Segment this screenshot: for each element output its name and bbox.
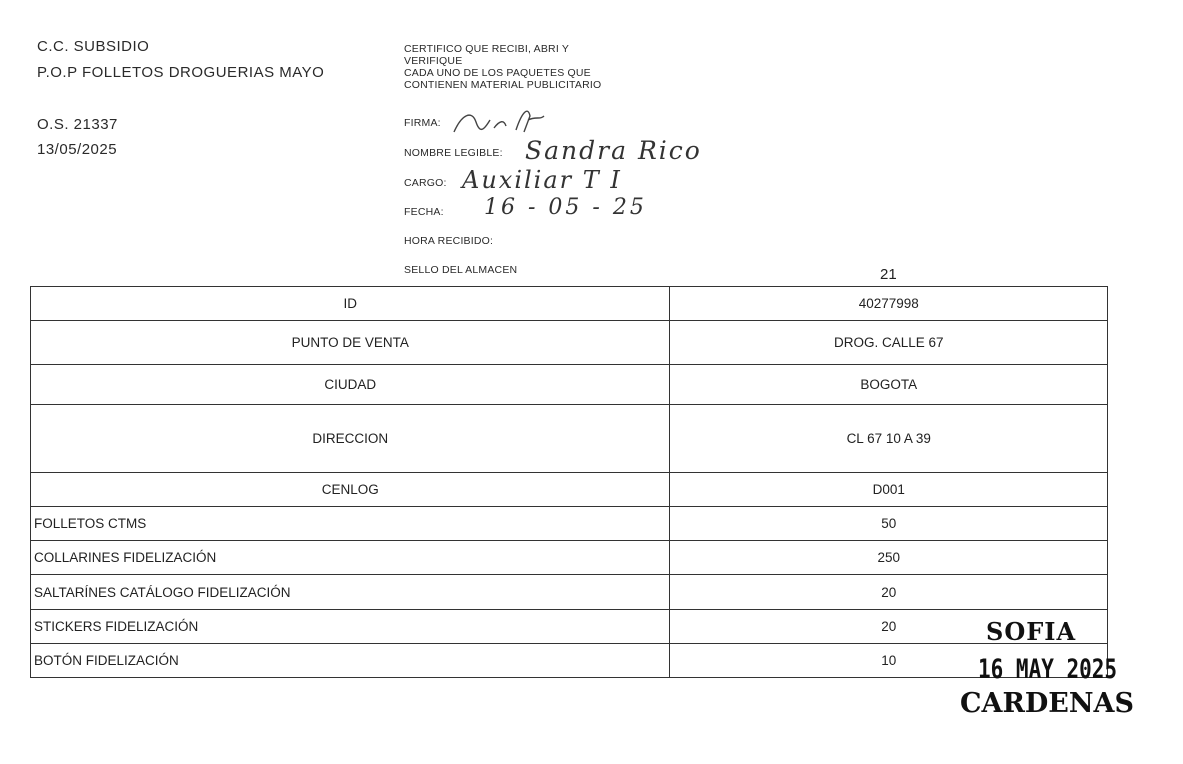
row-value: BOGOTA	[670, 365, 1108, 405]
row-value: D001	[670, 473, 1108, 507]
stamp-date: 16 MAY 2025	[978, 654, 1118, 684]
row-value: 40277998	[670, 287, 1108, 321]
firma-label: FIRMA:	[404, 117, 441, 129]
table-row	[31, 405, 1108, 473]
row-label: ID	[31, 287, 670, 321]
fecha-value: 16 - 05 - 25	[484, 195, 647, 220]
row-label: CIUDAD	[31, 365, 670, 405]
signature-mark	[444, 102, 554, 138]
order-number: O.S. 21337	[37, 116, 118, 133]
sello-label: SELLO DEL ALMACEN	[404, 264, 518, 276]
row-value: 20	[670, 575, 1108, 610]
row-value: DROG. CALLE 67	[670, 321, 1108, 365]
order-date: 13/05/2025	[37, 141, 118, 158]
cargo-value: Auxiliar T I	[462, 166, 622, 194]
table-row	[31, 365, 1108, 405]
stamp-name-first: SOFIA	[986, 617, 1077, 646]
hora-label: HORA RECIBIDO:	[404, 235, 494, 247]
table-row	[31, 644, 1108, 678]
row-value: 50	[670, 507, 1108, 541]
row-value: 20	[670, 610, 1108, 644]
table-row	[31, 287, 1108, 321]
delivery-table	[30, 286, 1108, 678]
row-label: STICKERS FIDELIZACIÓN	[31, 610, 670, 644]
row-label: DIRECCION	[31, 405, 670, 473]
row-label: COLLARINES FIDELIZACIÓN	[31, 541, 670, 575]
table-row	[31, 507, 1108, 541]
certificate-line: CONTIENEN MATERIAL PUBLICITARIO	[404, 79, 602, 91]
table-row	[31, 321, 1108, 365]
row-label: SALTARÍNES CATÁLOGO FIDELIZACIÓN	[31, 575, 670, 610]
stamp-name-last: CARDENAS	[960, 688, 1134, 719]
row-label: CENLOG	[31, 473, 670, 507]
row-value: CL 67 10 A 39	[670, 405, 1108, 473]
certificate-line: CADA UNO DE LOS PAQUETES QUE	[404, 67, 591, 79]
row-label: FOLLETOS CTMS	[31, 507, 670, 541]
table-row	[31, 473, 1108, 507]
nombre-value: Sandra Rico	[525, 136, 702, 165]
cargo-label: CARGO:	[404, 177, 447, 189]
row-value: 250	[670, 541, 1108, 575]
certificate-text	[404, 43, 601, 91]
row-value: 10	[670, 644, 1108, 678]
table-row	[31, 610, 1108, 644]
row-label: BOTÓN FIDELIZACIÓN	[31, 644, 670, 678]
nombre-label: NOMBRE LEGIBLE:	[404, 147, 503, 159]
company-name: C.C. SUBSIDIO	[37, 38, 150, 55]
fecha-label: FECHA:	[404, 206, 444, 218]
table-row	[31, 575, 1108, 610]
row-label: PUNTO DE VENTA	[31, 321, 670, 365]
table-row	[31, 541, 1108, 575]
certificate-line: VERIFIQUE	[404, 55, 463, 67]
certificate-line: CERTIFICO QUE RECIBI, ABRI Y	[404, 43, 570, 55]
page-number: 21	[880, 266, 897, 283]
document-title: P.O.P FOLLETOS DROGUERIAS MAYO	[37, 64, 325, 81]
